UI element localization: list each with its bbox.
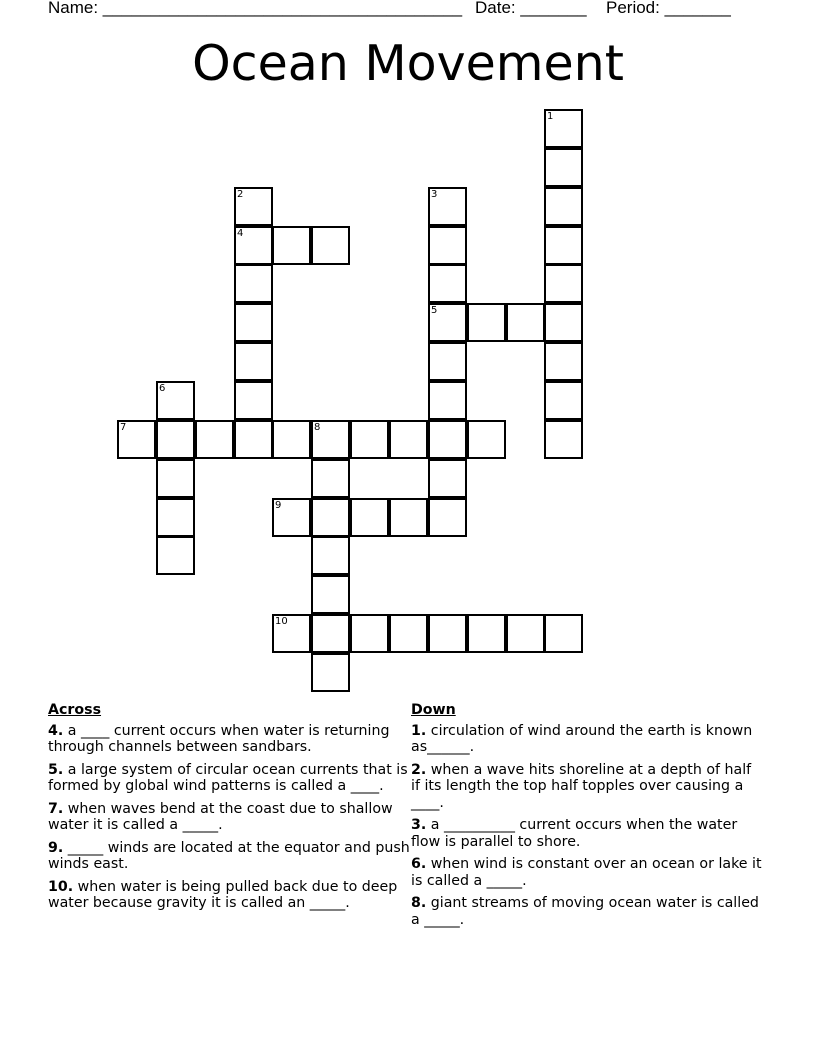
grid-cell[interactable] — [311, 459, 350, 498]
grid-cell[interactable] — [311, 575, 350, 614]
grid-cell[interactable] — [272, 498, 311, 537]
clue-down-6 — [411, 856, 763, 889]
grid-cell[interactable] — [544, 342, 583, 381]
clue-number: 7. — [48, 800, 64, 817]
grid-cell[interactable] — [156, 498, 195, 537]
grid-cell[interactable] — [544, 226, 583, 265]
cell-number: 6 — [159, 383, 166, 394]
clue-number: 3. — [411, 817, 427, 833]
clue-text: _____ winds are located at the equator and push winds east. — [48, 839, 410, 872]
grid-cell[interactable] — [544, 148, 583, 187]
down-clues — [411, 702, 763, 934]
grid-cell[interactable] — [544, 109, 583, 148]
grid-cell[interactable] — [428, 459, 467, 498]
grid-cell[interactable] — [428, 226, 467, 265]
clue-across-7 — [48, 801, 410, 834]
grid-cell[interactable] — [428, 187, 467, 226]
grid-cell[interactable] — [156, 381, 195, 420]
grid-cell[interactable] — [234, 420, 273, 459]
clue-text: when a wave hits shoreline at a depth of half if its length the top half topples over causing a ____. — [411, 761, 752, 811]
cell-number: 7 — [120, 422, 127, 433]
grid-cell[interactable] — [544, 381, 583, 420]
grid-cell[interactable] — [544, 303, 583, 342]
clue-text: a __________ current occurs when the water flow is parallel to shore. — [411, 817, 738, 850]
clue-text: when waves bend at the coast due to shallow water it is called a _____. — [48, 800, 393, 833]
clue-number: 10. — [48, 878, 74, 895]
name-field[interactable]: Name: ______________________________________ — [48, 0, 463, 17]
grid-cell[interactable] — [272, 420, 311, 459]
clue-across-9 — [48, 840, 410, 873]
clue-across-10 — [48, 879, 410, 912]
grid-cell[interactable] — [156, 420, 195, 459]
cell-number: 9 — [275, 500, 282, 511]
grid-cell[interactable] — [156, 459, 195, 498]
clue-number: 8. — [411, 895, 427, 911]
grid-cell[interactable] — [350, 614, 389, 653]
clue-number: 9. — [48, 839, 64, 856]
clue-down-2 — [411, 762, 763, 812]
grid-cell[interactable] — [234, 303, 273, 342]
grid-cell[interactable] — [311, 536, 350, 575]
clue-across-4 — [48, 723, 410, 756]
grid-cell[interactable] — [428, 420, 467, 459]
grid-cell[interactable] — [467, 420, 506, 459]
grid-cell[interactable] — [272, 614, 311, 653]
grid-cell[interactable] — [389, 614, 428, 653]
grid-cell[interactable] — [311, 653, 350, 692]
clue-down-8 — [411, 895, 763, 928]
grid-cell[interactable] — [544, 264, 583, 303]
cell-number: 8 — [314, 422, 321, 433]
grid-cell[interactable] — [272, 226, 311, 265]
grid-cell[interactable] — [544, 614, 583, 653]
clue-number: 4. — [48, 722, 64, 739]
grid-cell[interactable] — [544, 420, 583, 459]
grid-cell[interactable] — [117, 420, 156, 459]
clue-down-1 — [411, 723, 763, 756]
grid-cell[interactable] — [389, 420, 428, 459]
clue-number: 1. — [411, 722, 427, 739]
grid-cell[interactable] — [311, 498, 350, 537]
grid-cell[interactable] — [195, 420, 234, 459]
cell-number: 1 — [547, 111, 554, 122]
grid-cell[interactable] — [156, 536, 195, 575]
clue-text: when water is being pulled back due to deep water because gravity it is called an _____. — [48, 878, 398, 911]
grid-cell[interactable] — [234, 342, 273, 381]
grid-cell[interactable] — [428, 342, 467, 381]
grid-cell[interactable] — [467, 303, 506, 342]
grid-cell[interactable] — [311, 226, 350, 265]
grid-cell[interactable] — [544, 187, 583, 226]
grid-cell[interactable] — [428, 381, 467, 420]
grid-cell[interactable] — [506, 614, 545, 653]
grid-cell[interactable] — [350, 498, 389, 537]
clue-text: a large system of circular ocean currents that is formed by global wind patterns is called a ____. — [48, 761, 408, 794]
grid-cell[interactable] — [234, 381, 273, 420]
grid-cell[interactable] — [428, 264, 467, 303]
down-heading: Down — [411, 702, 456, 718]
period-field[interactable]: Period: _______ — [606, 0, 731, 17]
clue-text: when wind is constant over an ocean or lake it is called a _____. — [411, 856, 762, 889]
grid-cell[interactable] — [234, 226, 273, 265]
grid-cell[interactable] — [428, 614, 467, 653]
cell-number: 4 — [237, 228, 244, 239]
cell-number: 3 — [431, 189, 438, 200]
grid-cell[interactable] — [311, 420, 350, 459]
clue-across-5 — [48, 762, 410, 795]
clue-number: 2. — [411, 761, 427, 778]
clue-down-3 — [411, 817, 763, 850]
grid-cell[interactable] — [428, 498, 467, 537]
across-heading: Across — [48, 702, 102, 718]
grid-cell[interactable] — [234, 187, 273, 226]
grid-cell[interactable] — [428, 303, 467, 342]
date-field[interactable]: Date: _______ — [475, 0, 587, 17]
cell-number: 10 — [275, 616, 288, 627]
clue-number: 6. — [411, 856, 427, 872]
page-title: Ocean Movement — [192, 35, 624, 92]
clue-text: giant streams of moving ocean water is called a _____. — [411, 895, 759, 928]
clue-text: circulation of wind around the earth is known as______. — [411, 722, 753, 755]
grid-cell[interactable] — [389, 498, 428, 537]
cell-number: 2 — [237, 189, 244, 200]
across-clues — [48, 702, 410, 918]
grid-cell[interactable] — [467, 614, 506, 653]
grid-cell[interactable] — [506, 303, 545, 342]
grid-cell[interactable] — [234, 264, 273, 303]
cell-number: 5 — [431, 305, 438, 316]
grid-cell[interactable] — [350, 420, 389, 459]
grid-cell[interactable] — [311, 614, 350, 653]
clue-text: a ____ current occurs when water is returning through channels between sandbars. — [48, 722, 390, 755]
clue-number: 5. — [48, 761, 64, 778]
